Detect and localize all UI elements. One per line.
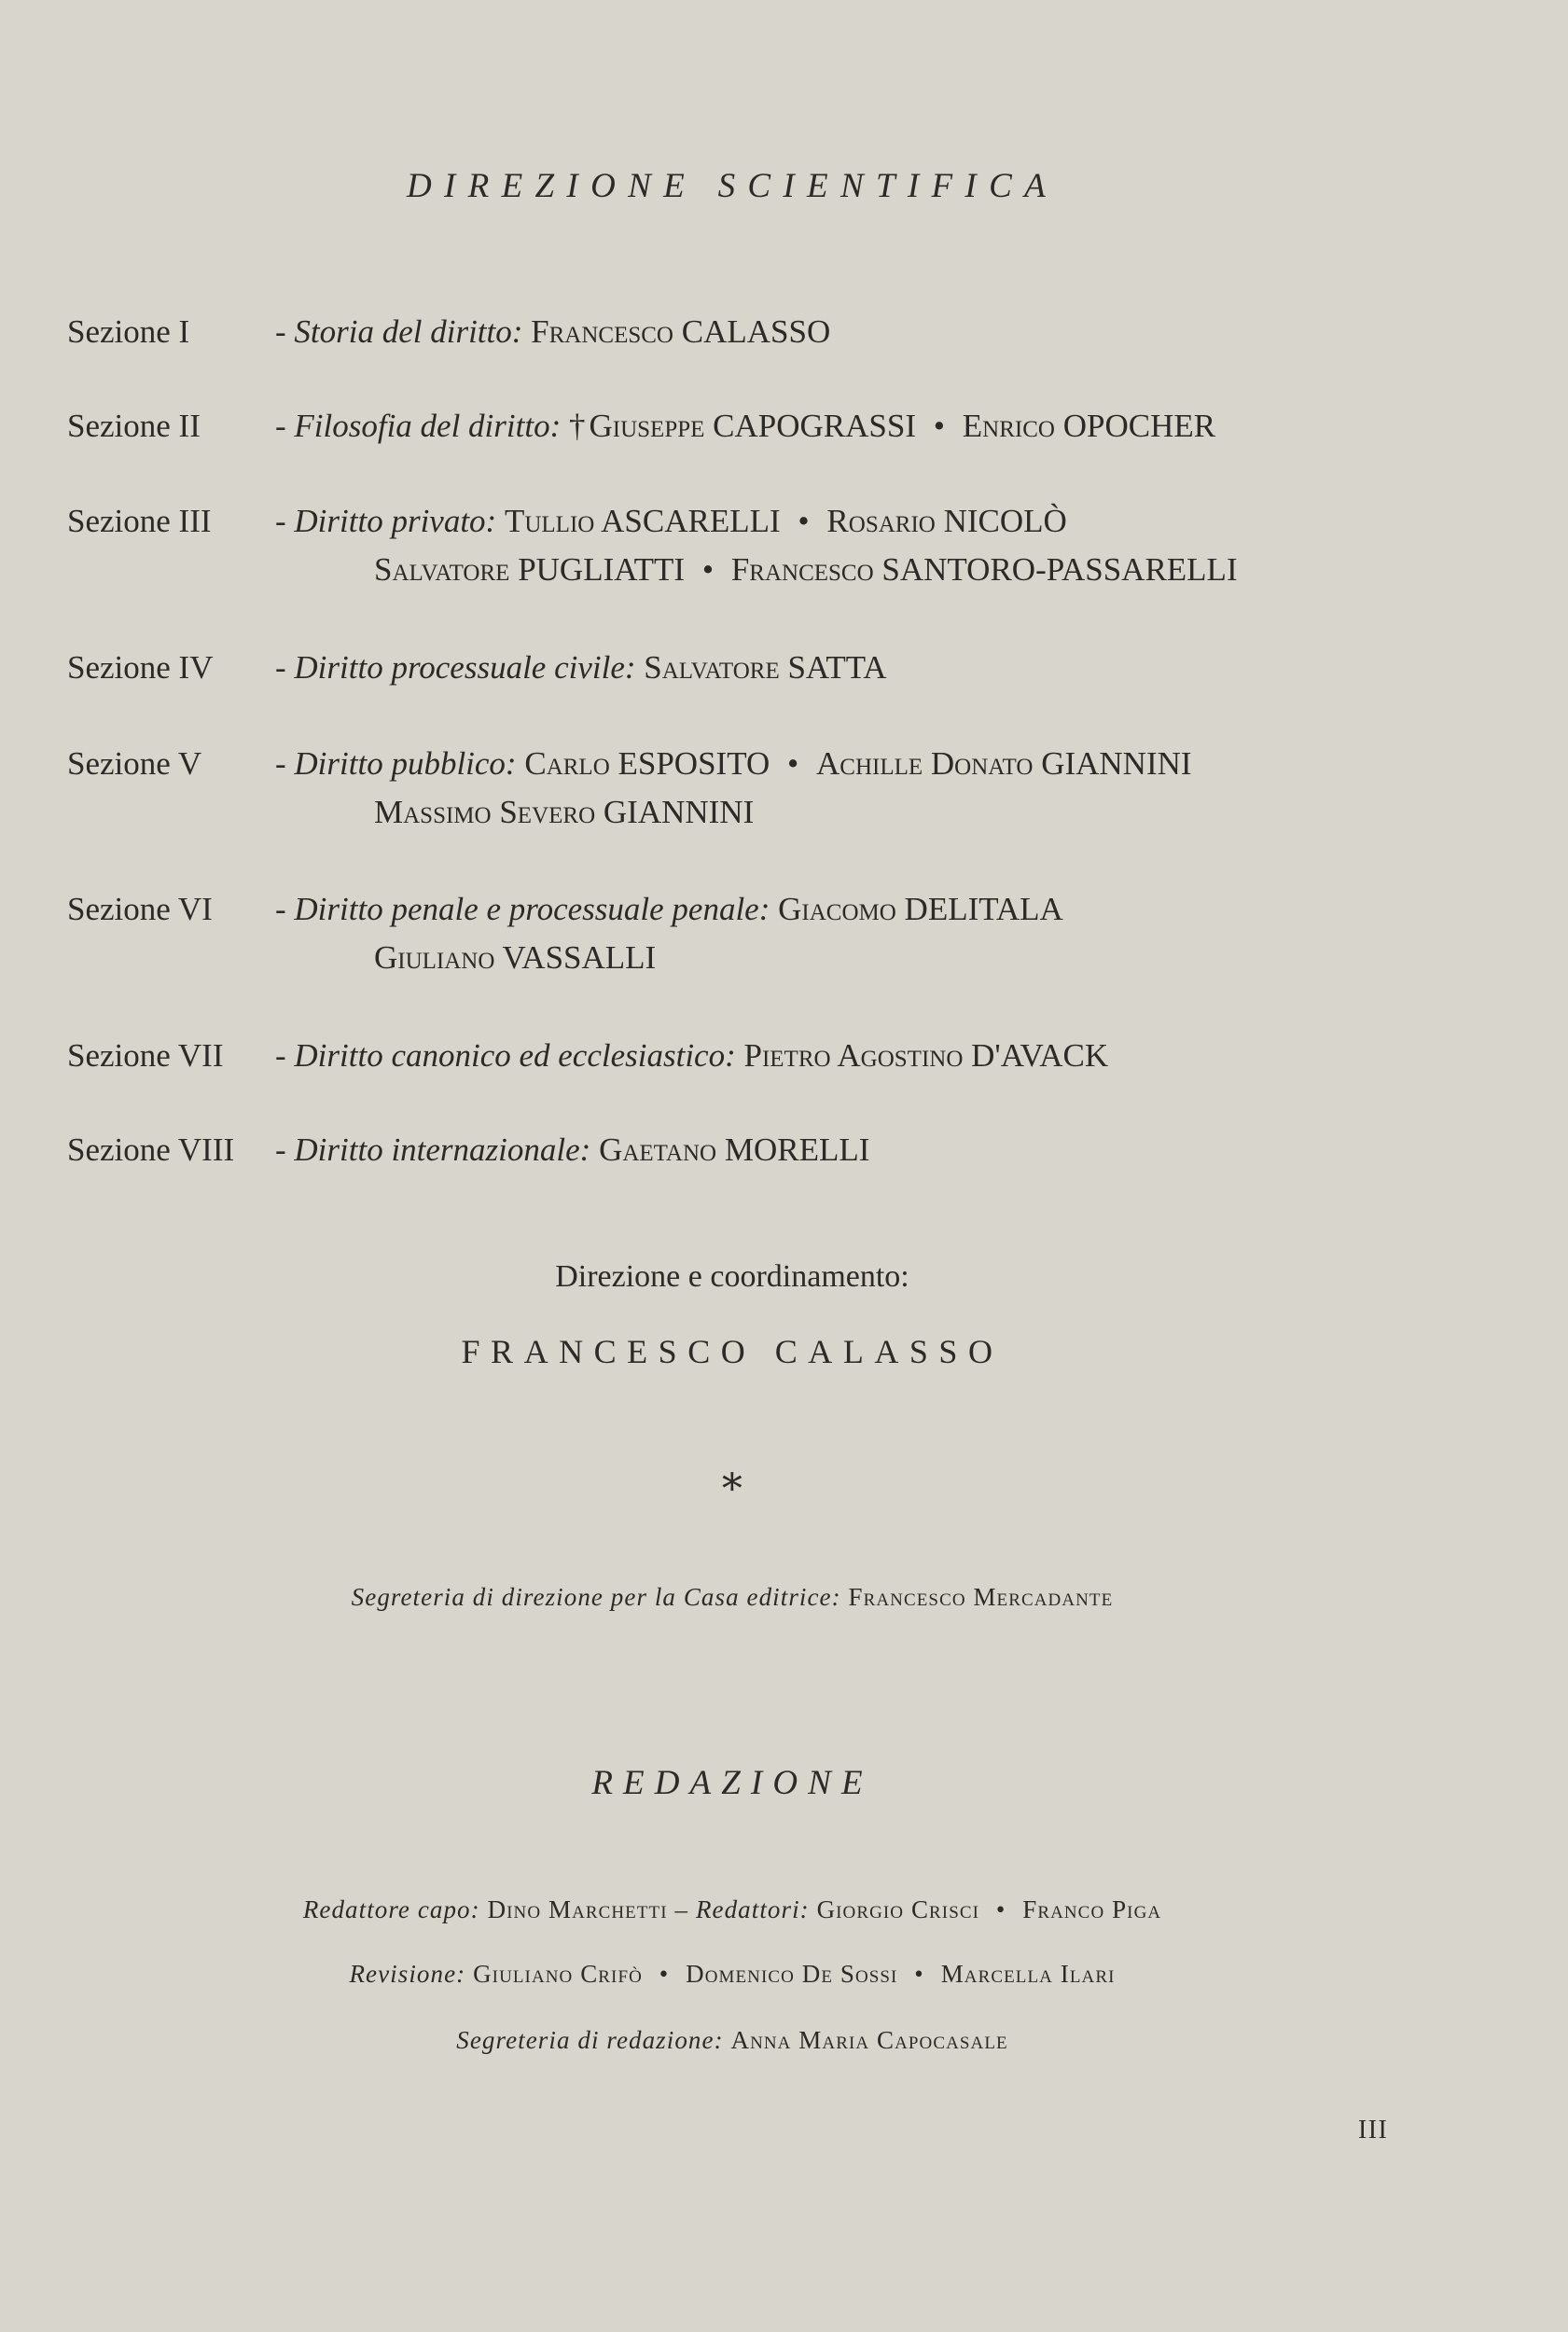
redazione-line-redattori xyxy=(0,1895,1464,1924)
person-first-name: Achille Donato xyxy=(816,745,1034,782)
person-surname: PUGLIATTI xyxy=(518,551,686,588)
section-subject: Diritto processuale civile: xyxy=(294,649,636,686)
bullet-separator: • xyxy=(659,1960,670,1988)
redattore-capo-name: Dino Marchetti xyxy=(487,1895,668,1923)
person-first-name: Rosario xyxy=(826,503,936,539)
dash: - xyxy=(275,313,286,350)
section-content xyxy=(275,402,1215,451)
person-first-name: Pietro Agostino xyxy=(743,1037,964,1074)
segreteria-casa-name: Francesco Mercadante xyxy=(848,1583,1114,1611)
redattore-name: Franco Piga xyxy=(1022,1895,1162,1923)
person-surname: GIANNINI xyxy=(603,794,755,830)
revisore-name: Giuliano Crifò xyxy=(473,1960,643,1988)
revisione-label: Revisione: xyxy=(349,1960,466,1988)
person-surname: MORELLI xyxy=(724,1131,870,1168)
section-subject: Diritto pubblico: xyxy=(294,745,517,782)
section-label: Sezione VIII xyxy=(67,1131,235,1168)
asterisk-divider: ∗ xyxy=(718,1458,746,1504)
person-surname: ESPOSITO xyxy=(617,745,770,782)
section-content xyxy=(275,308,830,356)
person-first-name: Tullio xyxy=(504,503,595,539)
segreteria-casa-label: Segreteria di direzione per la Casa editrice: xyxy=(351,1583,841,1611)
bullet-separator: • xyxy=(995,1895,1006,1923)
person-surname: CALASSO xyxy=(681,313,831,350)
redattore-capo-label: Redattore capo: xyxy=(302,1895,480,1923)
section-content xyxy=(275,644,887,692)
segreteria-redazione-name: Anna Maria Capocasale xyxy=(730,2026,1008,2054)
person-first-name: Enrico xyxy=(962,408,1055,444)
section-continuation-line xyxy=(275,934,1063,982)
bullet-separator: • xyxy=(914,1960,924,1988)
person-surname: OPOCHER xyxy=(1062,408,1216,444)
redazione-line-revisione xyxy=(0,1960,1464,1989)
person-surname: D'AVACK xyxy=(971,1037,1109,1074)
section-content xyxy=(275,1032,1108,1080)
segreteria-redazione-label: Segreteria di redazione: xyxy=(456,2026,724,2054)
section-content xyxy=(275,497,1238,594)
bullet-separator: • xyxy=(798,503,810,539)
section-subject: Filosofia del diritto: xyxy=(294,408,562,444)
person-first-name: Francesco xyxy=(730,551,874,588)
section-subject: Diritto canonico ed ecclesiastico: xyxy=(294,1037,736,1074)
coordination-name: FRANCESCO CALASSO xyxy=(461,1333,1004,1370)
person-surname: SANTORO-PASSARELLI xyxy=(881,551,1238,588)
person-first-name: Giuliano xyxy=(374,939,495,976)
dash: - xyxy=(275,745,286,782)
person-first-name: Salvatore xyxy=(644,649,780,686)
bullet-separator: • xyxy=(786,745,799,782)
section-label: Sezione VII xyxy=(67,1037,224,1074)
page-number: III xyxy=(1358,2116,1389,2145)
coordination-label: Direzione e coordinamento: xyxy=(555,1259,909,1294)
segreteria-casa-editrice xyxy=(0,1583,1464,1612)
en-dash: – xyxy=(674,1895,689,1923)
section-label: Sezione VI xyxy=(67,891,213,927)
bullet-separator: • xyxy=(933,408,946,444)
dash: - xyxy=(275,891,286,927)
dash: - xyxy=(275,1131,286,1168)
person-surname: NICOLÒ xyxy=(943,503,1067,539)
section-label: Sezione III xyxy=(67,503,212,539)
dash: - xyxy=(275,503,286,539)
person-first-name: Giacomo xyxy=(778,891,896,927)
revisore-name: Domenico De Sossi xyxy=(686,1960,898,1988)
revisore-name: Marcella Ilari xyxy=(940,1960,1116,1988)
section-label: Sezione I xyxy=(67,313,190,350)
person-first-name: Gaetano xyxy=(599,1131,717,1168)
section-content xyxy=(275,740,1192,837)
section-subject: Diritto internazionale: xyxy=(294,1131,591,1168)
section-continuation-line xyxy=(275,788,1192,837)
dash: - xyxy=(275,408,286,444)
person-first-name: Salvatore xyxy=(374,551,510,588)
person-first-name: Giuseppe xyxy=(589,408,705,444)
person-first-name: Francesco xyxy=(531,313,673,350)
section-subject: Storia del diritto: xyxy=(294,313,523,350)
person-first-name: Massimo Severo xyxy=(374,794,596,830)
section-content xyxy=(275,1126,869,1174)
heading-direzione-scientifica: DIREZIONE SCIENTIFICA xyxy=(407,167,1058,205)
section-content xyxy=(275,885,1063,982)
redazione-line-segreteria xyxy=(0,2026,1464,2055)
person-surname: DELITALA xyxy=(904,891,1063,927)
redattore-name: Giorgio Crisci xyxy=(816,1895,979,1923)
section-subject: Diritto privato: xyxy=(294,503,497,539)
section-subject: Diritto penale e processuale penale: xyxy=(294,891,770,927)
person-surname: SATTA xyxy=(787,649,887,686)
section-label: Sezione V xyxy=(67,745,202,782)
dagger-mark: † xyxy=(568,408,586,444)
person-surname: ASCARELLI xyxy=(601,503,781,539)
person-first-name: Carlo xyxy=(524,745,610,782)
section-label: Sezione II xyxy=(67,408,201,444)
person-surname: GIANNINI xyxy=(1041,745,1192,782)
section-label: Sezione IV xyxy=(67,649,214,686)
section-continuation-line xyxy=(275,546,1238,594)
bullet-separator: • xyxy=(701,551,715,588)
person-surname: CAPOGRASSI xyxy=(713,408,917,444)
dash: - xyxy=(275,649,286,686)
heading-redazione: REDAZIONE xyxy=(591,1764,873,1802)
redattori-label: Redattori: xyxy=(695,1895,810,1923)
dash: - xyxy=(275,1037,286,1074)
person-surname: VASSALLI xyxy=(502,939,657,976)
